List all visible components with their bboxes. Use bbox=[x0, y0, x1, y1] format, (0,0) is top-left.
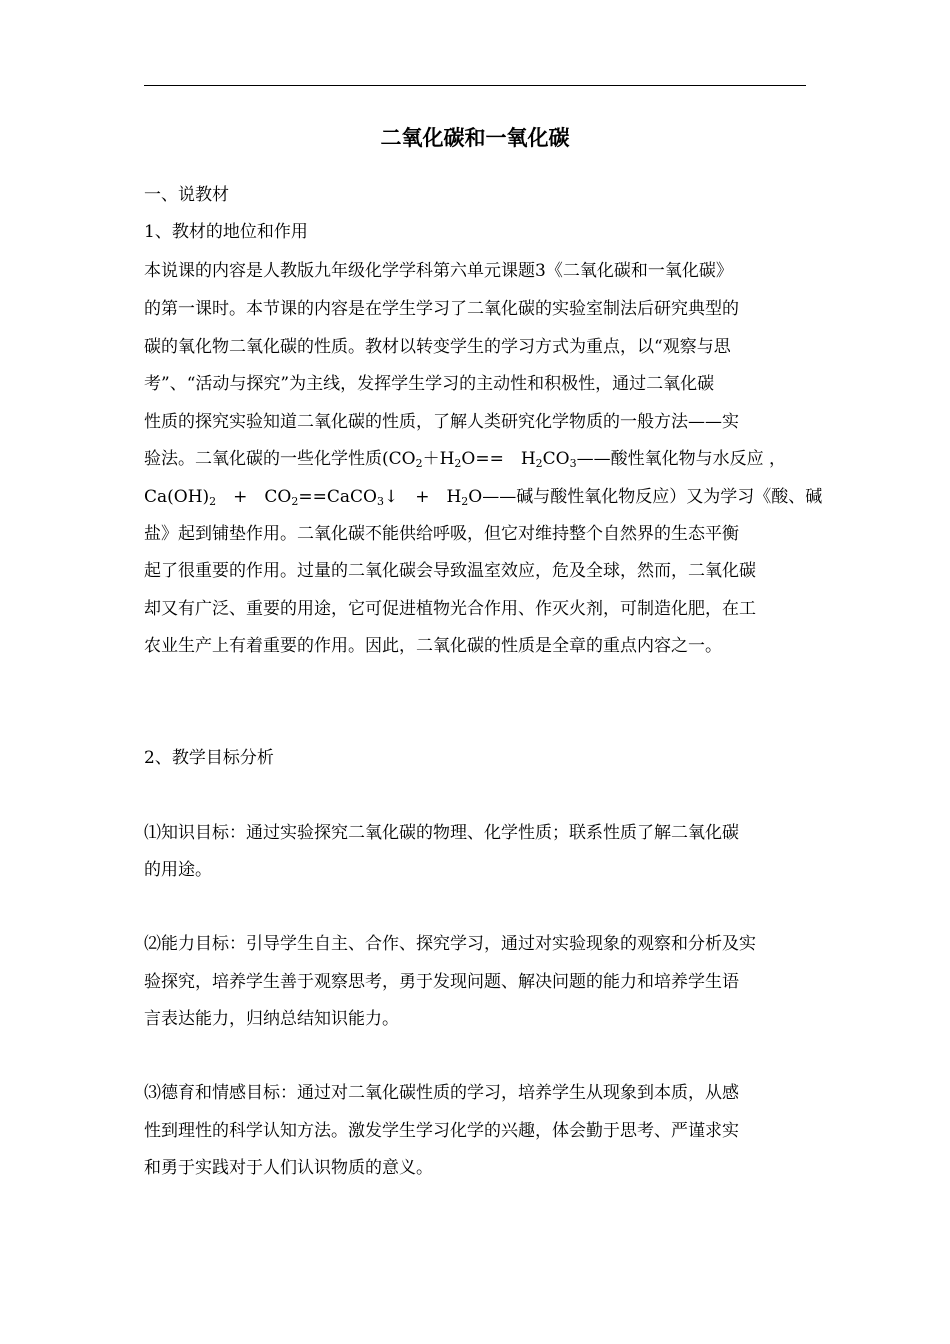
subscript: 3 bbox=[376, 495, 384, 508]
goal-line: ⑴知识目标：通过实验探究二氧化碳的物理、化学性质；联系性质了解二氧化碳 bbox=[144, 823, 739, 843]
paragraph-line: 却又有广泛、重要的用途，它可促进植物光合作用、作灭火剂，可制造化肥，在工 bbox=[144, 599, 756, 619]
subscript: 2 bbox=[454, 457, 462, 470]
subscript: 2 bbox=[209, 495, 217, 508]
equation-line bbox=[144, 447, 806, 471]
document-title: 二氧化碳和一氧化碳 bbox=[380, 126, 570, 150]
goal-line: 和勇于实践对于人们认识物质的意义。 bbox=[144, 1158, 433, 1178]
paragraph-line: 本说课的内容是人教版九年级化学学科第六单元课题3《二氧化碳和一氧化碳》 bbox=[144, 261, 733, 281]
text-run: O——碱与酸性氧化物反应）又为学习《酸、碱 bbox=[468, 487, 823, 507]
text-run: ==CaCO bbox=[298, 487, 377, 507]
paragraph-line: 的第一课时。本节课的内容是在学生学习了二氧化碳的实验室制法后研究典型的 bbox=[144, 299, 739, 319]
subscript: 2 bbox=[291, 495, 299, 508]
goal-line: 性到理性的科学认知方法。激发学生学习化学的兴趣，体会勤于思考、严谨求实 bbox=[144, 1121, 739, 1141]
text-run: ↓ + H bbox=[383, 487, 462, 507]
text-run: ＋H bbox=[422, 449, 455, 469]
equation-line bbox=[144, 485, 823, 509]
goal-line: ⑵能力目标：引导学生自主、合作、探究学习，通过对实验现象的观察和分析及实 bbox=[144, 934, 756, 954]
goal-line: ⑶德育和情感目标：通过对二氧化碳性质的学习，培养学生从现象到本质，从感 bbox=[144, 1083, 739, 1103]
paragraph-line: 碳的氧化物二氧化碳的性质。教材以转变学生的学习方式为重点，以“观察与思 bbox=[144, 337, 731, 357]
subsection-heading: 1、教材的地位和作用 bbox=[144, 222, 308, 242]
text-run: CO bbox=[542, 449, 570, 469]
text-run: 验法。二氧化碳的一些化学性质(CO bbox=[144, 449, 416, 469]
goal-line: 言表达能力，归纳总结知识能力。 bbox=[144, 1009, 399, 1029]
text-run: ——酸性氧化物与水反应 ， bbox=[576, 449, 787, 469]
subscript: 2 bbox=[535, 457, 543, 470]
paragraph-line: 性质的探究实验知道二氧化碳的性质，了解人类研究化学物质的一般方法——实 bbox=[144, 412, 739, 432]
paragraph-line: 农业生产上有着重要的作用。因此，二氧化碳的性质是全章的重点内容之一。 bbox=[144, 636, 722, 656]
paragraph-line: 起了很重要的作用。过量的二氧化碳会导致温室效应，危及全球，然而，二氧化碳 bbox=[144, 561, 756, 581]
section-heading: 一、说教材 bbox=[144, 185, 229, 205]
subsection-heading: 2、教学目标分析 bbox=[144, 748, 274, 768]
subscript: 2 bbox=[415, 457, 423, 470]
paragraph-line: 考”、“活动与探究”为主线，发挥学生学习的主动性和积极性，通过二氧化碳 bbox=[144, 374, 715, 394]
paragraph-line: 盐》起到铺垫作用。二氧化碳不能供给呼吸，但它对维持整个自然界的生态平衡 bbox=[144, 524, 739, 544]
goal-line: 验探究，培养学生善于观察思考，勇于发现问题、解决问题的能力和培养学生语 bbox=[144, 972, 739, 992]
text-run: + CO bbox=[216, 487, 292, 507]
subscript: 2 bbox=[461, 495, 469, 508]
goal-line: 的用途。 bbox=[144, 860, 212, 880]
header-rule bbox=[144, 85, 806, 86]
text-run: Ca(OH) bbox=[144, 487, 210, 507]
text-run: O== H bbox=[461, 449, 536, 469]
subscript: 3 bbox=[569, 457, 577, 470]
